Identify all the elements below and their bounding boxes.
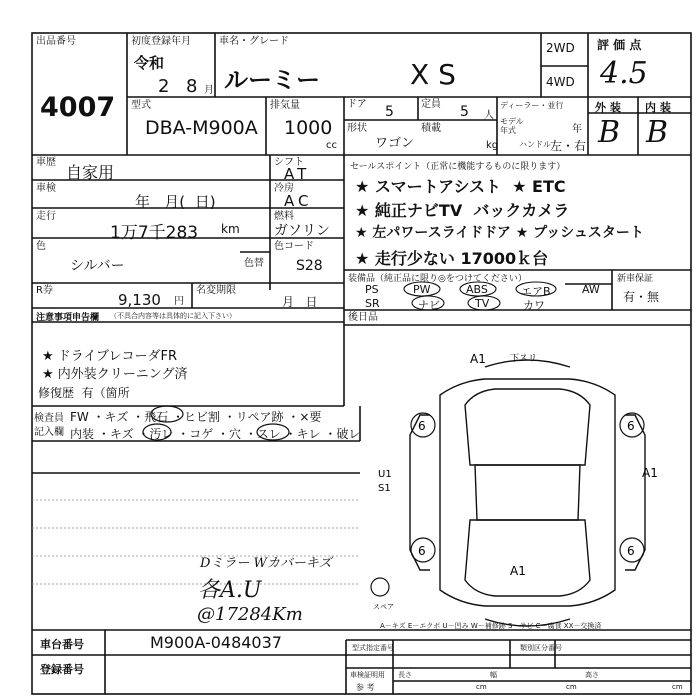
load-unit: kg [486, 140, 499, 151]
color-swap-label: 色替 [244, 258, 264, 269]
reg-month: 8 [186, 76, 198, 97]
shift-label: シフト [274, 157, 304, 168]
color-code-label: 色コード [274, 241, 314, 252]
drive-2wd: 2WD [546, 41, 575, 55]
displacement-unit: cc [326, 140, 337, 151]
doors-label: ドア [347, 99, 367, 110]
capacity-label: 定員 [421, 99, 441, 110]
damage-mark-top-right: 下スリ [510, 354, 538, 364]
dealer-label: ディーラー・並行 [500, 101, 564, 110]
height-unit: cm [672, 683, 683, 691]
spare-label: スペア [373, 603, 394, 611]
reference-label: 参 考 [356, 683, 375, 692]
tax-value: 月 日 [282, 295, 318, 309]
damage-mark-right: A1 [642, 466, 658, 480]
handle-label: ハンドル [519, 140, 551, 149]
doc-label: 車検証明用 [350, 671, 385, 679]
interior-grade: B [646, 115, 669, 150]
inspector-label-2: 記入欄 [34, 427, 64, 438]
handwritten-note-1: Dミラー Wカバーキズ [200, 556, 332, 571]
reg-year: 2 [158, 76, 170, 97]
capacity-unit: 人 [484, 110, 494, 121]
inspector-label-1: 検査員 [34, 413, 64, 424]
color-label: 色 [36, 241, 46, 252]
fuel-label: 燃料 [274, 211, 294, 222]
new-car-warranty-value: 有・無 [623, 290, 660, 304]
width-unit: cm [566, 683, 577, 691]
drive-4wd: 4WD [546, 75, 575, 89]
tire-mark-rl: 6 [418, 544, 426, 558]
history: 自家用 [66, 163, 115, 182]
mileage-unit: km [221, 222, 240, 236]
model-type: DBA-M900A [145, 117, 258, 139]
recycle-unit: 円 [174, 296, 184, 307]
ac: AC [284, 192, 313, 210]
equip-tv: TV [475, 297, 490, 310]
model-id-label: 型式指定番号 [352, 644, 394, 652]
body-label: 形状 [347, 123, 367, 134]
handwritten-note-3: @17284Km [197, 604, 303, 625]
exterior-grade: B [598, 115, 621, 150]
damage-mark-left-s: S1 [378, 483, 391, 494]
registration-label: 登録番号 [40, 663, 84, 676]
sales-line-2: ★ 純正ナビTV バックカメラ [355, 201, 570, 220]
equipment-title: 装備品（純正品に限り◎をつけてください） [348, 274, 527, 284]
recycle-value: 9,130 [118, 291, 161, 309]
sales-line-1: ★ スマートアシスト ★ ETC [355, 177, 566, 196]
new-car-warranty-label: 新車保証 [617, 274, 654, 284]
displacement-label: 排気量 [270, 100, 300, 111]
capacity: 5 [460, 104, 469, 120]
score: 4.5 [600, 56, 648, 91]
displacement: 1000 [284, 117, 333, 139]
car-damage-diagram [370, 345, 690, 630]
rear-items-label: 後日品 [348, 312, 378, 323]
mileage: 1万7千283 [110, 223, 199, 243]
equip-abs: ABS [466, 283, 488, 296]
car-name-label: 車名・グレード [219, 36, 289, 47]
damage-mark-top: A1 [470, 352, 486, 366]
fuel: ガソリン [274, 223, 330, 239]
lot-number: 4007 [40, 92, 116, 123]
tire-mark-rr: 6 [627, 544, 635, 558]
length-label: 長さ [398, 671, 412, 679]
load-label: 積載 [421, 123, 441, 134]
chassis-number: M900A-0484037 [150, 633, 282, 652]
damage-mark-left-u: U1 [378, 469, 392, 480]
year-unit: 年 [572, 124, 582, 135]
length-unit: cm [476, 683, 487, 691]
mileage-label: 走行 [36, 211, 56, 222]
notes-title: 注意事項申告欄 [36, 313, 100, 323]
equip-aw: AW [582, 283, 600, 296]
damage-mark-bottom: A1 [510, 564, 526, 578]
color: シルバー [70, 258, 125, 274]
notes-line-1: ★ ドライブレコーダFR [42, 349, 177, 364]
ac-label: 冷房 [274, 183, 294, 194]
month-unit: 月 [204, 85, 214, 96]
tire-mark-fl: 6 [418, 419, 426, 433]
model-type-label: 型式 [131, 100, 151, 111]
notes-subtitle: （不具合内容等は具体的に記入下さい） [110, 312, 236, 320]
height-label: 高さ [585, 671, 599, 679]
sales-line-3: ★ 左パワースライドドア ★ プッシュスタート [355, 225, 644, 241]
damage-legend: A－キズ E－エクボ U－凹み W－補修跡 S－サビ C－腐食 XX－交換済 [380, 622, 602, 630]
inspector-int-row: 内装 ・キズ ・汚レ ・コゲ ・穴 ・スレ ・キレ ・破レ [70, 427, 361, 441]
chassis-label: 車台番号 [40, 638, 84, 651]
recycle-label: R券 [36, 285, 53, 296]
color-code: S28 [296, 258, 323, 274]
body: ワゴン [375, 136, 415, 151]
first-reg-label: 初度登録年月 [131, 36, 191, 47]
inspector-circles [60, 404, 360, 444]
interior-label: 内 装 [645, 101, 671, 114]
model-year-label: モデル 年式 [500, 117, 524, 135]
equip-airbag: エアB [521, 285, 551, 298]
exterior-label: 外 装 [595, 101, 621, 114]
equip-sr: SR [365, 297, 380, 310]
equip-navi: ナビ [418, 299, 440, 312]
grade: X S [410, 58, 456, 91]
repair-history: 修復歴 有（箇所 [38, 386, 130, 400]
car-name: ルーミー [224, 66, 320, 94]
doors: 5 [385, 104, 394, 120]
history-label: 車歴 [36, 157, 56, 168]
shift: AT [284, 165, 311, 183]
sales-line-4: ★ 走行少ない 17000ｋ台 [355, 249, 549, 268]
equip-leather: カワ [523, 299, 545, 312]
tire-mark-fr: 6 [627, 419, 635, 433]
equip-ps: PS [365, 283, 379, 296]
width-label: 幅 [490, 671, 497, 679]
equipment-circles [344, 278, 584, 312]
sales-title: セールスポイント（正常に機能するものに限ります） [350, 162, 566, 172]
category-label: 類別区分番号 [520, 644, 562, 652]
era: 令和 [134, 54, 165, 72]
notes-line-2: ★ 内外装クリーニング済 [42, 367, 188, 382]
lot-label: 出品番号 [36, 36, 76, 47]
score-label: 評 価 点 [597, 38, 642, 52]
inspection-label: 車検 [36, 183, 56, 194]
tax-label: 名変期限 [196, 285, 236, 296]
handle-value: 左・右 [550, 139, 587, 153]
inspector-ext-row: FW ・キズ ・飛石 ・ヒビ割 ・リペア跡 ・×要 [70, 410, 322, 424]
inspection-value: 年 月( 日) [135, 193, 216, 211]
handwritten-note-2: 各A.U [198, 578, 262, 603]
equip-pw: PW [413, 283, 431, 296]
